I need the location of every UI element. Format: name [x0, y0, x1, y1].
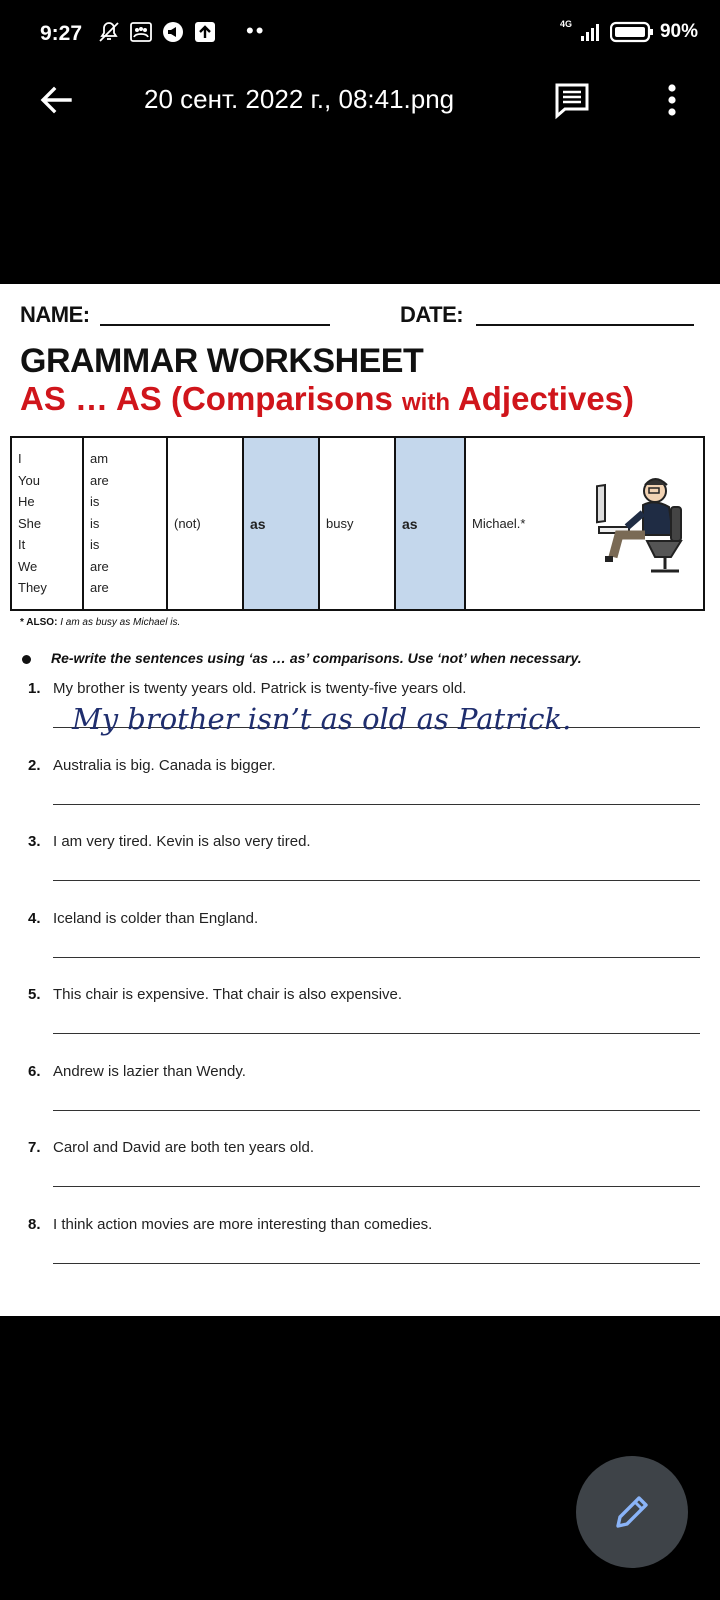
instruction [22, 650, 582, 666]
question-text: Iceland is colder than England. [53, 909, 259, 927]
verb-column [83, 437, 167, 610]
verb: are [90, 580, 109, 596]
notes-icon [552, 80, 592, 120]
status-system-icons [560, 20, 698, 44]
answer-line [53, 1263, 700, 1264]
question-text: Andrew is lazier than Wendy. [53, 1062, 246, 1080]
not-cell: (not) [167, 437, 243, 610]
verb: is [90, 537, 100, 553]
status-notification-icons [97, 20, 217, 44]
subtitle-with: with [402, 389, 450, 416]
also-note-label: * ALSO: [20, 617, 58, 628]
as-cell-1: as [243, 437, 319, 610]
worksheet-image[interactable] [0, 284, 720, 1316]
question-number: 2. [28, 756, 41, 774]
answer-line [53, 1110, 700, 1111]
verb: am [90, 451, 109, 467]
question-text: I think action movies are more interesting than comedies. [53, 1215, 433, 1233]
question-text: Carol and David are both ten years old. [53, 1139, 314, 1156]
question-number: 4. [28, 909, 41, 927]
edit-pencil-icon [612, 1492, 652, 1532]
instruction-text: Re-write the sentences using ‘as … as’ comparisons. Use ‘not’ when necessary. [51, 650, 582, 666]
also-note-text: I am as busy as Michael is. [60, 617, 181, 628]
battery-percent: 90% [659, 21, 698, 42]
pronoun: They [18, 580, 47, 596]
as-cell-2: as [395, 437, 465, 610]
question-number: 1. [28, 680, 41, 697]
worksheet-title: GRAMMAR WORKSHEET [20, 342, 424, 380]
upload-icon [193, 20, 217, 44]
man-at-computer-illustration [577, 469, 697, 579]
status-time: 9:27 [40, 22, 83, 45]
date-blank-line [476, 324, 694, 326]
comparison-name: Michael.* [472, 516, 526, 531]
date-label: DATE: [400, 302, 464, 327]
question-text: Australia is big. Canada is bigger. [53, 756, 276, 774]
more-notifications-indicator: •• [246, 18, 266, 43]
file-name-title: 20 сент. 2022 г., 08:41.png [144, 84, 455, 114]
mute-bell-icon [97, 20, 121, 44]
notes-button[interactable] [552, 80, 592, 120]
grammar-table [10, 436, 705, 611]
name-blank-line [100, 324, 330, 326]
adjective-cell: busy [319, 437, 395, 610]
pronoun: I [18, 451, 22, 467]
name-label: NAME: [20, 302, 90, 327]
megaphone-icon [161, 20, 185, 44]
more-vert-icon [652, 80, 692, 120]
back-button[interactable] [36, 80, 76, 120]
question-text: My brother is twenty years old. Patrick is twenty-five years old. [53, 680, 467, 697]
question-number: 3. [28, 833, 41, 850]
name-cell [465, 437, 704, 610]
pronoun: She [18, 515, 42, 531]
bullet-icon [22, 655, 31, 664]
question-number: 6. [28, 1062, 41, 1080]
answer-line [53, 957, 700, 958]
more-options-button[interactable] [652, 80, 692, 120]
answer-line [53, 804, 700, 805]
pronoun: You [18, 472, 40, 488]
back-arrow-icon [36, 80, 76, 120]
pronoun: It [18, 537, 26, 553]
status-bar [0, 0, 720, 70]
verb: are [90, 558, 109, 574]
question-number: 8. [28, 1215, 41, 1233]
pronoun-column [11, 437, 83, 610]
verb: is [90, 515, 100, 531]
question-number: 5. [28, 986, 41, 1003]
question-text: I am very tired. Kevin is also very tired. [53, 833, 311, 850]
pronoun: He [18, 494, 35, 510]
group-icon [129, 20, 153, 44]
subtitle-part-2: Adjectives) [450, 380, 635, 417]
handwritten-answer-1: My brother isn’t as old as Patrick. [72, 702, 572, 736]
network-type-label: 4G [559, 19, 572, 29]
answer-line [53, 1033, 700, 1034]
battery-icon [610, 20, 654, 44]
subtitle-part-1: AS … AS (Comparisons [20, 380, 402, 417]
also-note [20, 617, 180, 628]
signal-icon [578, 20, 604, 44]
edit-fab-button[interactable] [576, 1456, 688, 1568]
worksheet-subtitle [20, 380, 634, 418]
answer-line [53, 880, 700, 881]
app-bar [0, 70, 720, 134]
question-number: 7. [28, 1139, 41, 1156]
verb: are [90, 472, 109, 488]
pronoun: We [18, 558, 38, 574]
verb: is [90, 494, 100, 510]
answer-line [53, 1186, 700, 1187]
question-text: This chair is expensive. That chair is also expensive. [53, 986, 403, 1003]
